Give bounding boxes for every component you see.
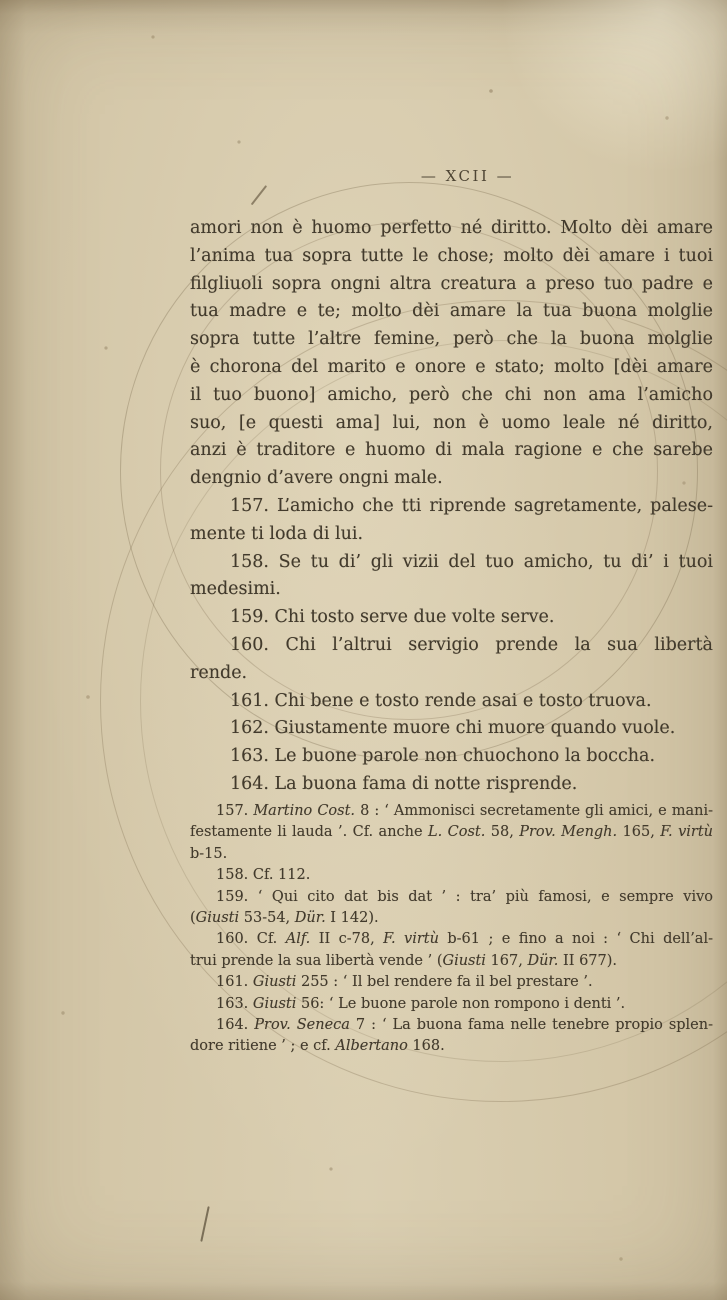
footnote-line <box>190 801 713 822</box>
text-line: mente ti loda di lui. <box>190 523 364 544</box>
footnote-text: 167, <box>485 952 528 969</box>
footnote-line <box>190 929 713 950</box>
footnote-line <box>190 951 713 972</box>
text-line: anzi è traditore e huomo di mala ragione e che sarebe <box>190 440 713 461</box>
footnote-line <box>190 1036 713 1057</box>
footnote-line <box>190 844 713 865</box>
text-line: suo, [e questi ama] lui, non è uomo leale né diritto, <box>190 412 713 433</box>
paper-scratch-mark <box>200 1206 209 1242</box>
text-line: 163. Le buone parole non chuochono la boccha. <box>230 746 656 767</box>
footnote-text: 159. ‘ Qui cito dat bis dat ’ : tra’ più famosi, e sempre vivo <box>216 888 713 905</box>
text-line: sopra tutte l’altre femine, però che la buona molglie <box>190 329 713 350</box>
footnote-text: 160. Cf. <box>216 931 286 948</box>
footnote-text: 168. <box>407 1038 445 1055</box>
footnote-text: b-15. <box>190 845 228 862</box>
footnote-citation: Prov. Seneca <box>254 1017 350 1034</box>
footnote-citation: Albertano <box>335 1038 408 1055</box>
footnote-text: 255 : ‘ Il bel rendere fa il bel prestare ’. <box>296 974 593 991</box>
footnote-text: ( <box>190 910 196 927</box>
text-line: medesimi. <box>190 579 281 600</box>
footnote-line <box>190 908 713 929</box>
footnote-line <box>190 994 713 1015</box>
text-line: 158. Se tu di’ gli vizii del tuo amicho, tu di’ i tuoi <box>230 551 713 572</box>
footnote-text: trui prende la sua libertà vende ’ ( <box>190 952 443 969</box>
text-line: l’anima tua sopra tutte le chose; molto dèi amare i tuoi <box>190 245 713 266</box>
text-line: è chorona del marito e onore e stato; molto [dèi amare <box>190 356 713 377</box>
footnote-text: II 677). <box>558 952 618 969</box>
footnote-text: 161. <box>216 974 253 991</box>
text-line: tua madre e te; molto dèi amare la tua buona molglie <box>190 301 713 322</box>
text-line: 164. La buona fama di notte risprende. <box>230 773 578 794</box>
footnote-citation: L. Cost. <box>428 824 486 841</box>
page-number-header: — XCII — <box>420 167 515 185</box>
text-line: 160. Chi l’altrui servigio prende la sua libertà <box>230 634 713 655</box>
footnote-citation: Giusti <box>442 952 486 969</box>
text-line: 157. L’amicho che tti riprende sagretamente, palese- <box>230 495 713 516</box>
footnote-citation: Dür. <box>527 952 559 969</box>
footnote-text: 165, <box>617 824 661 841</box>
footnote-text: festamente li lauda ’. Cf. anche <box>190 824 428 841</box>
footnote-text: I 142). <box>325 910 379 927</box>
text-line: filgliuoli sopra ongni altra creatura a preso tuo padre e <box>190 273 713 294</box>
footnote-text: 164. <box>216 1017 255 1034</box>
footnote-citation: Giusti <box>195 910 240 927</box>
paper-speckles <box>0 0 2 2</box>
paper-scratch-mark <box>251 185 267 205</box>
footnote-text: 7 : ‘ La buona fama nelle tenebre propio splen- <box>349 1017 713 1034</box>
footnote-line <box>190 865 713 886</box>
text-line: dengnio d’avere ongni male. <box>190 468 443 489</box>
footnote-citation: Giusti <box>252 995 297 1012</box>
footnotes <box>190 801 713 1058</box>
body-text <box>190 215 713 799</box>
footnote-text: 163. <box>216 995 253 1012</box>
footnote-text: II c-78, <box>310 931 384 948</box>
text-line: rende. <box>190 662 248 683</box>
footnote-text: 8 : ‘ Ammonisci secretamente gli amici, e mani- <box>355 803 713 819</box>
footnote-text: 56: ‘ Le buone parole non rompono i denti ’. <box>296 995 626 1012</box>
footnote-line <box>190 822 713 843</box>
footnote-citation: Alf. <box>285 931 311 948</box>
text-line: 159. Chi tosto serve due volte serve. <box>230 607 555 628</box>
text-line: il tuo buono] amicho, però che chi non ama l’amicho <box>190 384 713 405</box>
footnote-line <box>190 1015 713 1036</box>
footnote-citation: Dür. <box>294 910 326 927</box>
text-line: 161. Chi bene e tosto rende asai e tosto truova. <box>230 690 652 711</box>
footnote-line <box>190 972 713 993</box>
footnote-citation: Prov. Mengh. <box>519 824 618 841</box>
footnote-text: b-61 ; e fino a noi : ‘ Chi dell’al- <box>438 931 713 948</box>
footnote-citation: Giusti <box>252 974 297 991</box>
footnote-citation: Martino Cost. <box>253 803 356 819</box>
footnote-citation: F. virtù <box>660 824 713 841</box>
footnote-line <box>190 887 713 908</box>
footnote-citation: F. virtù <box>383 931 439 948</box>
footnote-text: 53-54, <box>239 910 295 927</box>
text-line: amori non è huomo perfetto né diritto. Molto dèi amare <box>190 218 713 238</box>
footnote-text: dore ritiene ’ ; e cf. <box>190 1038 336 1055</box>
footnote-text: 157. <box>216 803 254 819</box>
footnote-text: 158. Cf. 112. <box>216 867 311 884</box>
footnote-text: 58, <box>485 824 520 841</box>
text-line: 162. Giustamente muore chi muore quando vuole. <box>230 718 676 739</box>
